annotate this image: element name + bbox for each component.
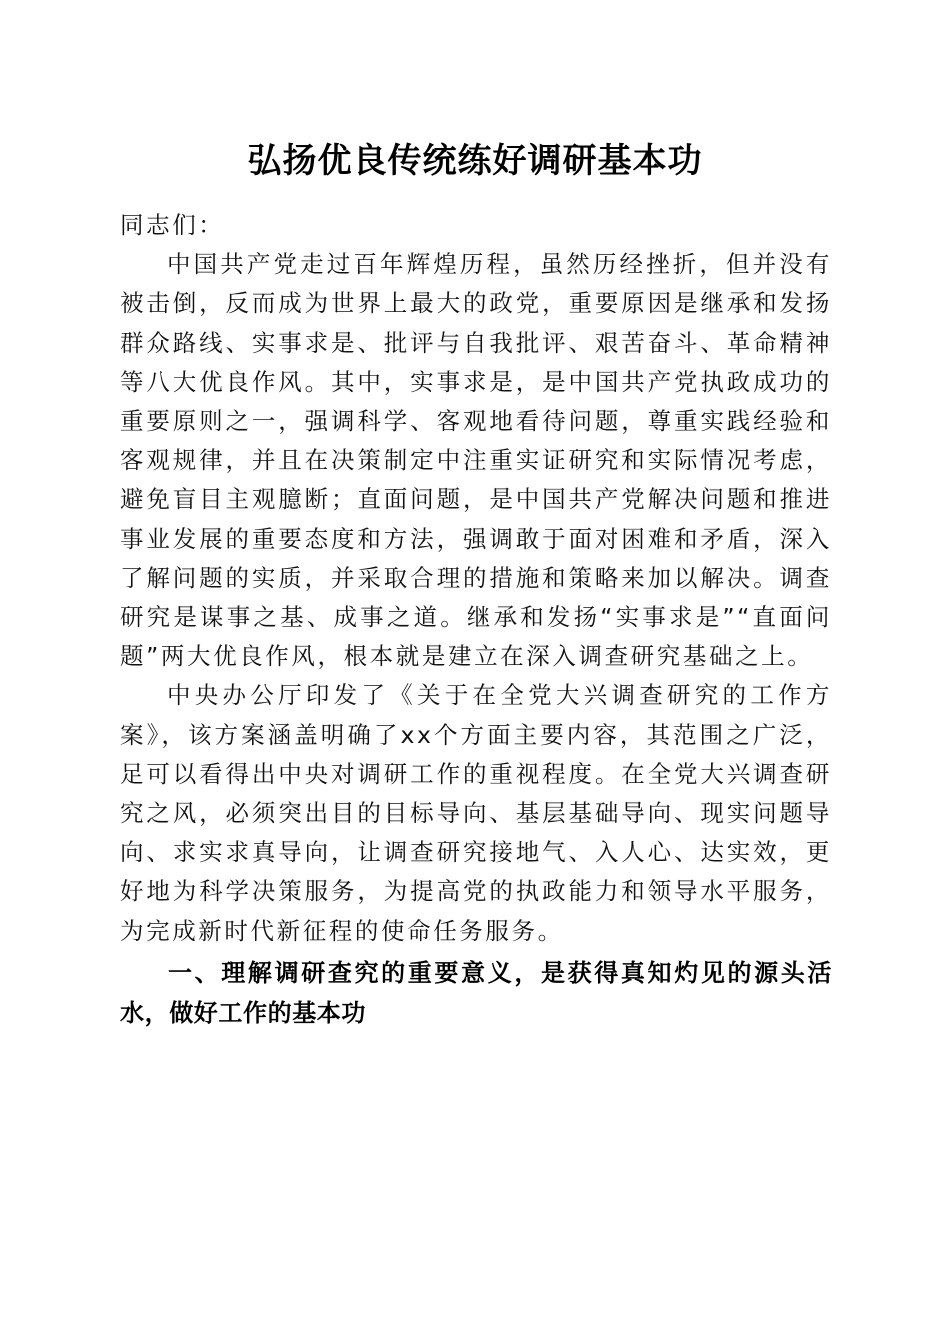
document-title: 弘扬优良传统练好调研基本功 [247, 141, 703, 181]
document-body [120, 206, 832, 1033]
section-heading-1: 一、理解调研查究的重要意义，是获得真知灼见的源头活水，做好工作的基本功 [120, 958, 832, 1027]
salutation: 同志们： [120, 211, 225, 239]
paragraph-2: 中央办公厅印发了《关于在全党大兴调查研究的工作方案》，该方案涵盖明确了xx个方面主要内容，其范围之广泛，足可以看得出中央对调研工作的重视程度。在全党大兴调查研究之风，必须突出目的目标导向、基层基础导向、现实问题导向、求实求真导向，让调查研究接地气、入人心、达实效，更好地为科学决策服务，为提高党的执政能力和领导水平服务，为完成新时代新征程的使命任务服务。 [120, 681, 832, 945]
paragraph-1: 中国共产党走过百年辉煌历程，虽然历经挫折，但并没有被击倒，反而成为世界上最大的政党，重要原因是继承和发扬群众路线、实事求是、批评与自我批评、艰苦奋斗、革命精神等八大优良作风。其中，实事求是，是中国共产党执政成功的重要原则之一，强调科学、客观地看待问题，尊重实践经验和客观规律，并且在决策制定中注重实证研究和实际情况考虑，避免盲目主观臆断；直面问题，是中国共产党解决问题和推进事业发展的重要态度和方法，强调敢于面对困难和矛盾，深入了解问题的实质，并采取合理的措施和策略来加以解决。调查研究是谋事之基、成事之道。继承和发扬“实事求是”“直面问题”两大优良作风，根本就是建立在深入调查研究基础之上。 [120, 250, 832, 671]
